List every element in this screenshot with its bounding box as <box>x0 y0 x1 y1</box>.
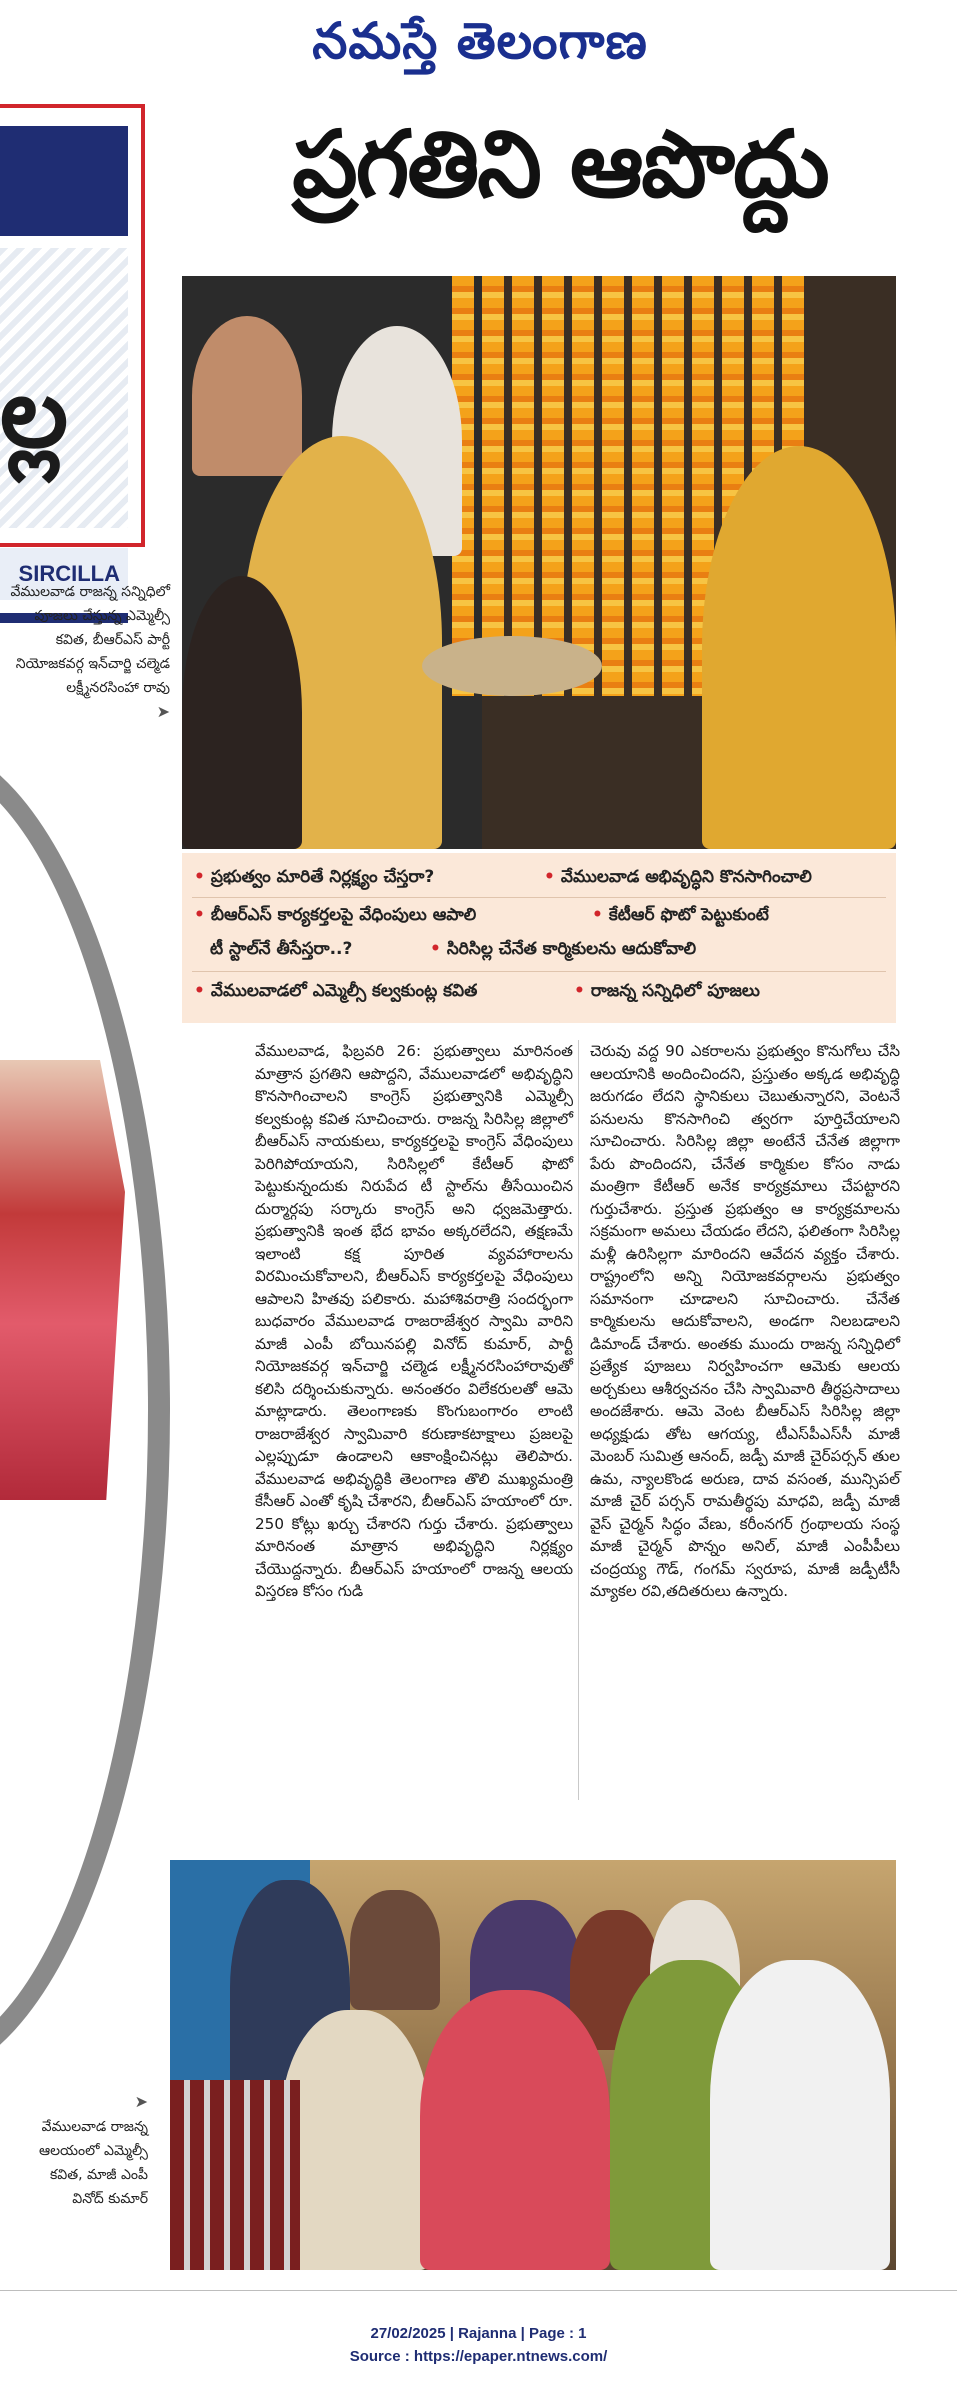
highlight-text: వేములవాడలో ఎమ్మెల్సీ కల్వకుంట్ల కవిత <box>210 981 478 1001</box>
highlight-text: ప్రభుత్వం మారితే నిర్లక్ష్యం చేస్తరా? <box>210 867 435 887</box>
puja-plate <box>422 636 602 696</box>
photo-caption-bottom <box>20 2090 148 2211</box>
highlight-text: కేటీఆర్‌ ఫొటో పెట్టుకుంటే <box>608 905 769 925</box>
highlight-item <box>544 867 812 891</box>
bullet-icon: • <box>194 867 205 887</box>
highlight-text: వేములవాడ అభివృద్ధిని కొనసాగించాలి <box>560 867 812 887</box>
headline: ప్రగతిని ఆపొద్దు <box>292 111 828 218</box>
marigold-garland <box>482 276 504 696</box>
marigold-garland <box>662 276 684 696</box>
highlight-item <box>574 981 760 1005</box>
highlight-item <box>194 867 434 891</box>
person-figure <box>420 1990 610 2270</box>
bullet-icon: • <box>592 905 603 925</box>
highlight-text: బీఆర్‌ఎస్‌ కార్యకర్తలపై వేధింపులు ఆపాలి <box>210 905 477 925</box>
column-divider <box>578 1040 579 1800</box>
footer-date-edition: 27/02/2025 | Rajanna | Page : 1 <box>370 2325 587 2342</box>
person-figure <box>280 2010 430 2270</box>
side-story-label: SIRCILLA <box>0 548 128 600</box>
highlight-item <box>210 939 352 963</box>
marigold-garland <box>632 276 654 696</box>
highlight-text: టీ స్టాల్‌నే తీసేస్తరా..? <box>210 939 353 959</box>
highlight-item <box>430 939 696 963</box>
footer-source-link[interactable]: Source : https://epaper.ntnews.com/ <box>349 2348 608 2365</box>
footer-divider <box>0 2290 957 2291</box>
devotee-figure <box>182 576 302 849</box>
bullet-icon: • <box>430 939 441 959</box>
temple-railing <box>170 2080 300 2270</box>
highlights-box <box>182 853 896 1023</box>
devotee-figure <box>192 316 302 476</box>
bottom-photo-temple-visit <box>170 1860 896 2270</box>
marigold-garland <box>602 276 624 696</box>
side-story-navy-banner <box>0 126 128 236</box>
highlight-divider <box>192 897 886 898</box>
person-figure <box>350 1890 440 2010</box>
article-column-2: చెరువు వద్ద 90 ఎకరాలను ప్రభుత్వం కొనుగోలు చేసి ఆలయానికి అందించిందని, ప్రస్తుతం అక్కడ అభివృద్ధి జరుగడం లేదని స్థానికులు చెబుతున్నారని, వెంటనే పనులను కొనసాగించి త్వరగా పూర్తిచేయాలని సూచించారు. సిరిసిల్ల జిల్లా అంటేనే చేనేత జిల్లాగా పేరు పొందిందని, చేనేత కార్మికుల కోసం నాడు మంత్రిగా కేటీఆర్‌ అనేక కార్యక్రమాలు చేపట్టారని గుర్తుచేశారు. ప్రస్తుత ప్రభుత్వం ఆ కార్యక్రమాలను సక్రమంగా అమలు చేయడం లేదని, ఫలితంగా సిరిసిల్ల మళ్లీ ఉరిసిల్లగా మారిందని ఆవేదన వ్యక్తం చేశారు. రాష్ట్రంలోని అన్ని నియోజకవర్గాలను ప్రభుత్వం సమానంగా చూడాలని సూచించారు. చేనేత కార్మికులను ఆదుకోవాలని, అండగా నిలబడాలని డిమాండ్‌ చేశారు. అంతకు ముందు రాజన్న సన్నిధిలో ప్రత్యేక పూజలు నిర్వహించగా ఆమెకు ఆలయ అర్చకులు ఆశీర్వచనం చేసి స్వామివారి తీర్థప్రసాదాలు అందజేశారు. ఆమె వెంట బీఆర్‌ఎస్‌ సిరిసిల్ల జిల్లా అధ్యక్షుడు తోట ఆగయ్య, టీఎస్‌పీఎస్‌సీ మాజీ మెంబర్‌ సుమిత్ర ఆనంద్‌, జడ్పీ మాజీ చైర్‌పర్సన్‌ తుల ఉమ, న్యాలకొండ అరుణ, దావ వసంత, మున్సిపల్‌ మాజీ చైర్‌ పర్సన్‌ రామతీర్థపు మాధవి, జడ్పీ మాజీ వైస్‌ చైర్మన్‌ సిద్ధం వేణు, కరీంనగర్‌ గ్రంథాలయ సంస్థ మాజీ చైర్మన్‌ పొన్నం అనిల్‌, మాజీ ఎంపీపీలు చంద్రయ్య గౌడ్‌, గంగమ్‌ స్వరూప, మాజీ జడ్పీటీసీ మ్యాకల రవి,తదితరులు ఉన్నారు. <box>590 1042 900 1600</box>
photo-caption-top-text: వేములవాడ రాజన్న సన్నిధిలో పూజలు చేస్తున్న ఎమ్మెల్సీ కవిత, బీఆర్‌ఎస్‌ పార్టీ నియోజకవర్గ ఇన్‌చార్జి చల్మెడ లక్ష్మీనరసింహా రావు <box>10 584 170 696</box>
bullet-icon: • <box>194 981 205 1001</box>
bullet-icon: • <box>194 905 205 925</box>
newspaper-masthead: నమస్తే తెలంగాణ <box>312 11 648 70</box>
highlight-item <box>194 981 477 1005</box>
side-story-heading-fragment: ల్ల <box>0 357 69 469</box>
cropped-photo-figure <box>0 1060 125 1500</box>
highlight-item <box>194 905 476 929</box>
person-figure <box>710 1960 890 2270</box>
highlight-divider <box>192 971 886 972</box>
highlight-text: రాజన్న సన్నిధిలో పూజలు <box>590 981 760 1001</box>
caption-arrow-icon: ➤ <box>134 2092 148 2111</box>
side-story-box <box>0 104 145 586</box>
caption-arrow-icon: ➤ <box>156 702 170 721</box>
highlight-item <box>592 905 769 929</box>
photo-caption-bottom-text: వేములవాడ రాజన్న ఆలయంలో ఎమ్మెల్సీ కవిత, మాజీ ఎంపీ వినోద్‌ కుమార్‌ <box>38 2119 148 2207</box>
photo-caption-top <box>10 580 170 725</box>
marigold-garland <box>512 276 534 696</box>
article-column-1: వేములవాడ, ఫిబ్రవరి 26: ప్రభుత్వాలు మారినంత మాత్రాన ప్రగతిని ఆపొద్దని, వేములవాడలో అభివృద్ధిని కొనసాగించాలని కాంగ్రెస్‌ ప్రభుత్వానికి ఎమ్మెల్సీ కల్వకుంట్ల కవిత సూచించారు. రాజన్న సిరిసిల్ల జిల్లాలో బీఆర్‌ఎస్‌ నాయకులు, కార్యకర్తలపై కాంగ్రెస్‌ వేధింపులు పెరిగిపోయాయని, సిరిసిల్లలో కేటీఆర్‌ ఫొటో పెట్టుకున్నందుకు నిరుపేద టీ స్టాల్‌ను తీసేయించిన దుర్మార్గపు సర్కారు కాంగ్రెస్‌ అని ధ్వజమెత్తారు. ప్రభుత్వానికి ఇంత భేద భావం అక్కరలేదని, తక్షణమే ఇలాంటి కక్ష పూరిత వ్యవహారాలను విరమించుకోవాలని, బీఆర్‌ఎస్‌ కార్యకర్తలపై వేధింపులు ఆపాలని హితవు పలికారు. మహాశివరాత్రి సందర్భంగా బుధవారం వేములవాడ రాజరాజేశ్వర స్వామి వారిని మాజీ ఎంపీ బోయినపల్లి వినోద్‌ కుమార్‌, పార్టీ నియోజకవర్గ ఇన్‌చార్జి చల్మెడ లక్ష్మీనరసింహారావుతో కలిసి దర్శించుకున్నారు. అనంతరం విలేకరులతో ఆమె మాట్లాడారు. తెలంగాణకు కొంగుబంగారం లాంటి రాజరాజేశ్వర స్వామివారి కరుణాకటాక్షాలు ప్రజలపై ఎల్లప్పుడూ ఉండాలని ఆకాంక్షించినట్లు తెలిపారు. వేములవాడ అభివృద్ధికి తెలంగాణ తొలి ముఖ్యమంత్రి కేసీఆర్‌ ఎంతో కృషి చేశారని, బీఆర్‌ఎస్‌ హయాంలో రూ. 250 కోట్లు ఖర్చు చేశారని గుర్తు చేశారు. ప్రభుత్వాలు మారినంత మాత్రాన అభివృద్ధిని నిర్లక్ష్యం చేయొద్దన్నారు. బీఆర్‌ఎస్‌ హయాంలో రాజన్న ఆలయ విస్తరణ కోసం గుడి <box>255 1042 573 1600</box>
marigold-garland <box>542 276 564 696</box>
marigold-garland <box>572 276 594 696</box>
priest-figure <box>702 446 896 849</box>
highlight-text: సిరిసిల్ల చేనేత కార్మికులను ఆదుకోవాలి <box>446 939 697 959</box>
bullet-icon: • <box>544 867 555 887</box>
bullet-icon: • <box>574 981 585 1001</box>
main-photo-temple-puja <box>182 276 896 849</box>
